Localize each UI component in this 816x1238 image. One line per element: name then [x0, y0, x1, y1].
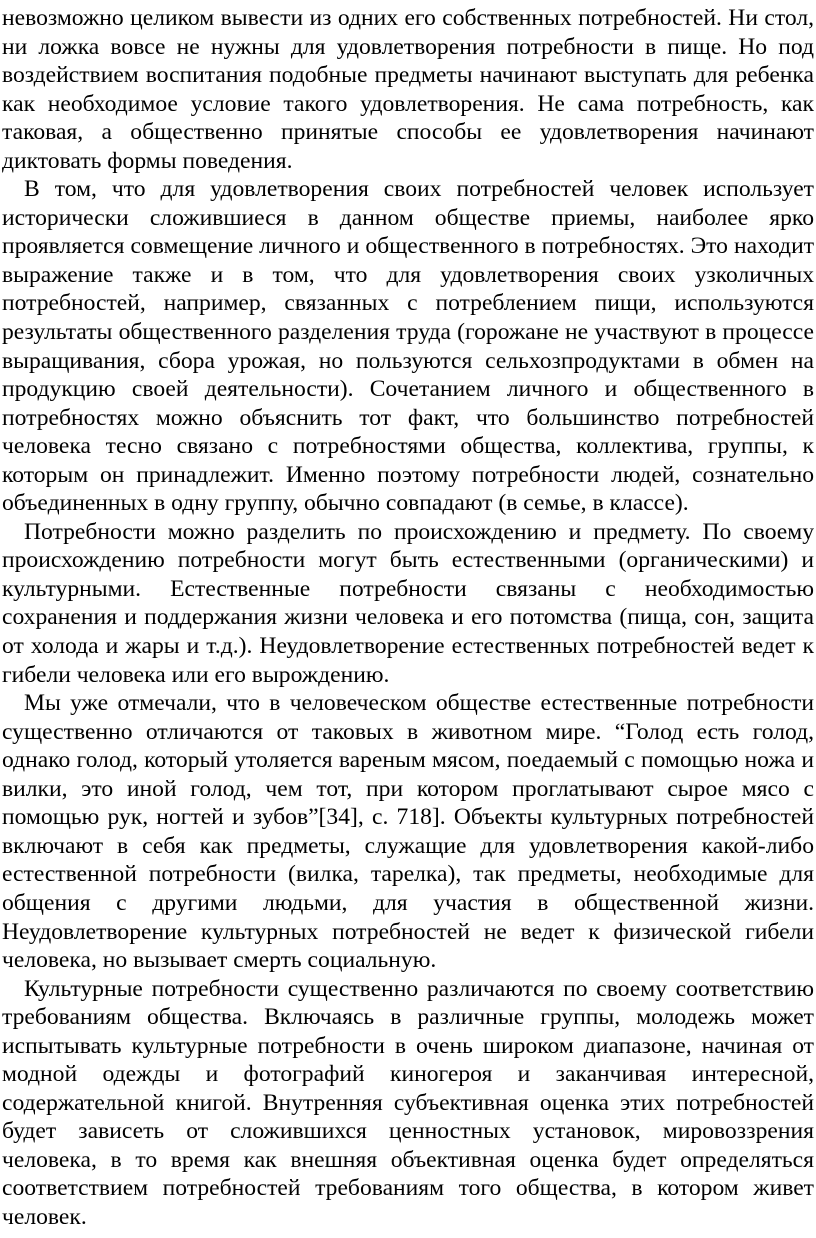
paragraph-classification-of-needs: Потребности можно разделить по происхождению и предмету. По своему происхождению потребности могут быть естественными (органическими) и культурными. Естественные потребности связаны с необходимостью сохранения и поддержания жизни человека и его потомства (пища, сон, защита от холода и жары и т.д.). Неудовлетворение естественных потребностей ведет к гибели человека или его вырождению. — [2, 518, 814, 688]
paragraph-continuation: невозможно целиком вывести из одних его собственных потребностей. Ни стол, ни ложка вовсе не нужны для удовлетворения потребности в пище. Но под воздействием воспитания подобные предметы начинают выступать для ребенка как необходимое условие такого удовлетворения. Не сама потребность, как таковая, а общественно принятые способы ее удовлетворения начинают диктовать формы поведения. — [2, 5, 814, 174]
paragraph-personal-and-social-needs: В том, что для удовлетворения своих потребностей человек использует исторически сложившиеся в данном обществе приемы, наиболее ярко проявляется совмещение личного и общественного в потребностях. Это находит выражение также и в том, что для удовлетворения своих узколичных потребностей, например, связанных с потреблением пищи, используются результаты общественного разделения труда (горожане не участвуют в процессе выращивания, сбора урожая, но пользуются сельхозпродуктами в обмен на продукцию своей деятельности). Сочетанием личного и общественного в потребностях можно объяснить тот факт, что большинство потребностей человека тесно связано с потребностями общества, коллектива, группы, к которым он принадлежит. Именно поэтому потребности людей, сознательно объединенных в одну группу, обычно совпадают (в семье, в классе). — [2, 176, 814, 517]
paragraph-natural-vs-animal-needs: Мы уже отмечали, что в человеческом обществе естественные потребности существенно отличаются от таковых в животном мире. “Голод есть голод, однако голод, который утоляется вареным мясом, поедаемый с помощью ножа и вилки, это иной голод, чем тот, при котором проглатывают сырое мясо с помощью рук, ногтей и зубов”[34], с. 718]. Объекты культурных потребностей включают в себя как предметы, служащие для удовлетворения какой-либо естественной потребности (вилка, тарелка), так предметы, необходимые для общения с другими людьми, для участия в общественной жизни. Неудовлетворение культурных потребностей не ведет к физической гибели человека, но вызывает смерть социальную. — [2, 690, 814, 974]
paragraph-cultural-needs: Культурные потребности существенно различаются по своему соответствию требованиям общества. Включаясь в различные группы, молодежь может испытывать культурные потребности в очень широком диапазоне, начиная от модной одежды и фотографий киногероя и заканчивая интересной, содержательной книгой. Внутренняя субъективная оценка этих потребностей будет зависеть от сложившихся ценностных установок, мировоззрения человека, в то время как внешняя объективная оценка будет определяться соответствием потребностей требованиям того общества, в котором живет человек. — [2, 975, 814, 1230]
